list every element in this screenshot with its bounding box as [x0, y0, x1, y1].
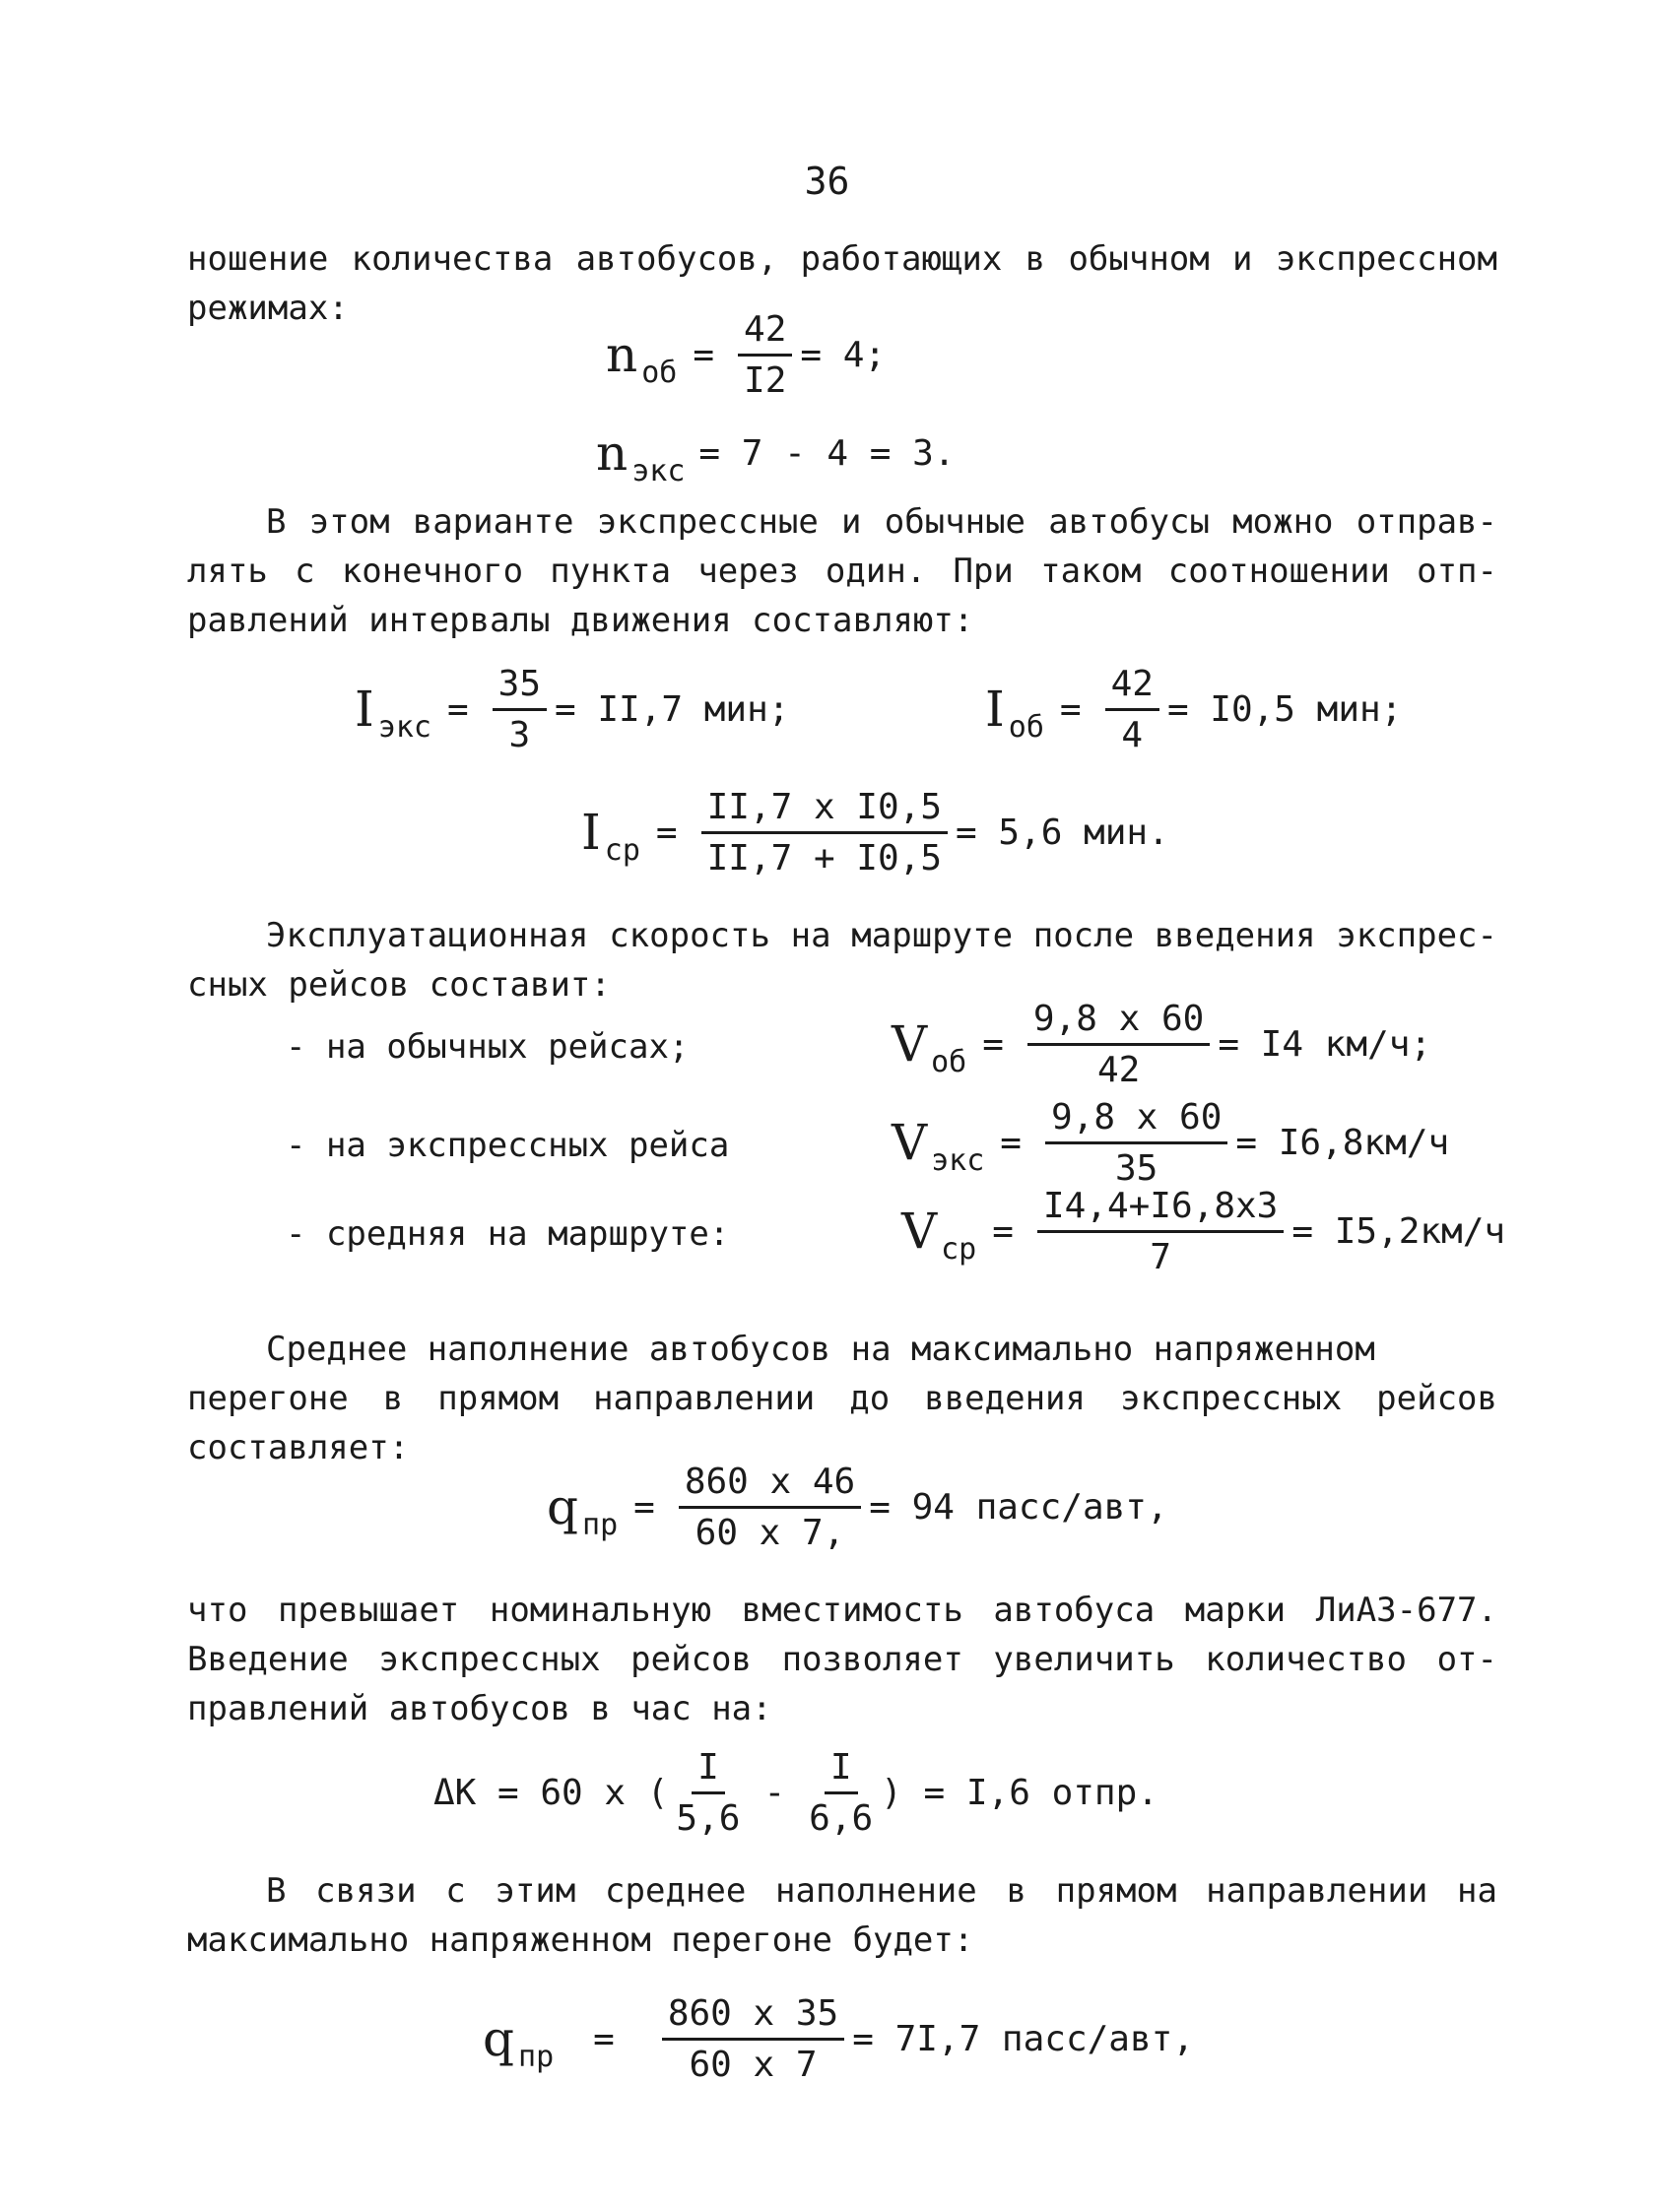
numerator: I: [692, 1747, 725, 1794]
paragraph-2-line-3: равлений интервалы движения составляют:: [187, 601, 974, 640]
numerator: I4,4+I6,8x3: [1037, 1186, 1284, 1233]
paragraph-4: [187, 1325, 1497, 1472]
numerator: II,7 x I0,5: [701, 787, 948, 834]
page-number: 36: [804, 160, 850, 203]
formula-n-eks: [596, 414, 955, 492]
formula-result: = II,7 мин;: [555, 688, 790, 730]
formula-subscript: пр: [518, 2039, 555, 2074]
formula-symbol: I: [355, 681, 374, 738]
formula-i-cp: [581, 786, 1169, 878]
formula-result: = I0,5 мин;: [1166, 688, 1403, 730]
numerator: 860 x 46: [679, 1462, 861, 1509]
paragraph-6-line-1: В связи с этим среднее наполнение в прямом направлении на: [266, 1871, 1497, 1911]
formula-symbol: I: [581, 804, 601, 861]
formula-i-ob: [985, 663, 1403, 755]
denominator: 5,6: [676, 1797, 741, 1839]
denominator: 42: [1096, 1049, 1141, 1090]
formula-q-pr-after: [483, 1992, 1194, 2085]
formula-n-ob: [606, 308, 887, 401]
paragraph-4-line-1: Среднее наполнение автобусов на максимально напряженном: [266, 1330, 1375, 1369]
formula-lhs: ΔК = 60 x (: [433, 1772, 669, 1813]
paragraph-3: [187, 911, 1497, 1009]
formula-subscript: ср: [941, 1231, 977, 1267]
formula-symbol: I: [985, 681, 1005, 738]
paragraph-6-line-2: максимально напряженном перегоне будет:: [187, 1920, 974, 1960]
equals-sign: =: [593, 2018, 615, 2059]
formula-result: = 5,6 мин.: [956, 812, 1169, 853]
fraction: [701, 787, 948, 878]
denominator: 6,6: [809, 1797, 874, 1839]
formula-subscript: об: [931, 1044, 967, 1079]
paragraph-6: [187, 1866, 1497, 1965]
formula-result: = 4;: [800, 334, 887, 375]
formula-subscript: ср: [604, 832, 640, 868]
fraction: [662, 1993, 844, 2085]
formula-v-cp: [901, 1185, 1506, 1277]
formula-result: ) = I,6 отпр.: [881, 1772, 1158, 1813]
formula-subscript: экс: [377, 709, 431, 745]
denominator: I2: [744, 359, 787, 401]
equals-sign: =: [982, 1023, 1004, 1065]
fraction: [679, 1462, 861, 1553]
formula-subscript: об: [641, 355, 678, 390]
equals-sign: =: [693, 334, 715, 375]
paragraph-5-line-1: что превышает номинальную вместимость автобуса марки ЛиАЗ-677.: [187, 1591, 1497, 1630]
speed-row-3-label: - средняя на маршруте:: [286, 1214, 730, 1254]
formula-symbol: V: [901, 1203, 938, 1260]
fraction: [738, 309, 792, 401]
formula-symbol: n: [596, 424, 629, 482]
formula-v-ob: [892, 998, 1432, 1090]
numerator: I: [825, 1747, 858, 1794]
formula-symbol: q: [483, 2010, 515, 2067]
fraction: [493, 664, 547, 755]
paragraph-2-line-1: В этом варианте экспрессные и обычные автобусы можно отправ-: [266, 502, 1497, 542]
formula-subscript: пр: [582, 1507, 619, 1542]
denominator: 60 x 7,: [695, 1512, 845, 1553]
numerator: 860 x 35: [662, 1993, 844, 2041]
formula-symbol: V: [892, 1015, 928, 1073]
numerator: 42: [1105, 664, 1159, 711]
paragraph-5-line-3: правлений автобусов в час на:: [187, 1689, 772, 1728]
denominator: 60 x 7: [689, 2044, 818, 2085]
paragraph-2-line-2: лять с конечного пункта через один. При таком соотношении отп-: [187, 552, 1497, 591]
formula-result: = I6,8км/ч: [1235, 1122, 1450, 1163]
paragraph-4-line-3: составляет:: [187, 1428, 410, 1467]
formula-delta-k: [433, 1746, 1158, 1839]
paragraph-2: [187, 497, 1497, 645]
equals-sign: =: [1059, 688, 1082, 730]
minus-sign: -: [763, 1772, 786, 1813]
formula-subscript: экс: [631, 453, 686, 488]
formula-symbol: n: [606, 326, 638, 383]
denominator: 35: [1115, 1147, 1158, 1189]
speed-row-2-label: - на экспрессных рейса: [286, 1126, 730, 1165]
formula-i-eks: [355, 663, 790, 755]
formula-symbol: V: [892, 1114, 928, 1171]
numerator: 35: [493, 664, 547, 711]
denominator: 3: [508, 714, 531, 755]
paragraph-1-line-2: режимах:: [187, 289, 349, 328]
fraction-1: [676, 1747, 740, 1839]
fraction: [1037, 1186, 1284, 1277]
numerator: 9,8 x 60: [1045, 1097, 1227, 1144]
formula-subscript: экс: [931, 1142, 985, 1178]
paragraph-5-line-2: Введение экспрессных рейсов позволяет увеличить количество от-: [187, 1640, 1497, 1679]
equals-sign: =: [1000, 1122, 1022, 1163]
formula-result: = 94 пасс/авт,: [869, 1486, 1168, 1528]
formula-result: = I5,2км/ч: [1291, 1210, 1506, 1252]
formula-result: = 7 - 4 = 3.: [698, 432, 956, 474]
formula-result: = 7I,7 пасс/авт,: [852, 2018, 1194, 2059]
equals-sign: =: [633, 1486, 655, 1528]
fraction-2: [809, 1747, 873, 1839]
paragraph-4-line-2: перегоне в прямом направлении до введения экспрессных рейсов: [187, 1379, 1497, 1418]
formula-subscript: об: [1008, 709, 1044, 745]
denominator: 4: [1121, 714, 1144, 755]
fraction: [1027, 999, 1210, 1090]
paragraph-1-line-1: ношение количества автобусов, работающих в обычном и экспрессном: [187, 239, 1497, 279]
equals-sign: =: [655, 812, 678, 853]
paragraph-3-line-1: Эксплуатационная скорость на маршруте после введения экспрес-: [266, 916, 1497, 955]
formula-q-pr-before: [547, 1461, 1168, 1553]
equals-sign: =: [992, 1210, 1014, 1252]
formula-symbol: q: [547, 1478, 579, 1535]
formula-v-eks: [892, 1096, 1450, 1189]
paragraph-3-line-2: сных рейсов составит:: [187, 965, 611, 1005]
fraction: [1045, 1097, 1227, 1189]
equals-sign: =: [446, 688, 469, 730]
denominator: 7: [1150, 1236, 1171, 1277]
formula-result: = I4 км/ч;: [1218, 1023, 1432, 1065]
paragraph-5: [187, 1586, 1497, 1733]
speed-row-1-label: - на обычных рейсах;: [286, 1027, 690, 1067]
fraction: [1105, 664, 1159, 755]
numerator: 9,8 x 60: [1027, 999, 1210, 1046]
numerator: 42: [738, 309, 792, 357]
denominator: II,7 + I0,5: [706, 837, 942, 878]
